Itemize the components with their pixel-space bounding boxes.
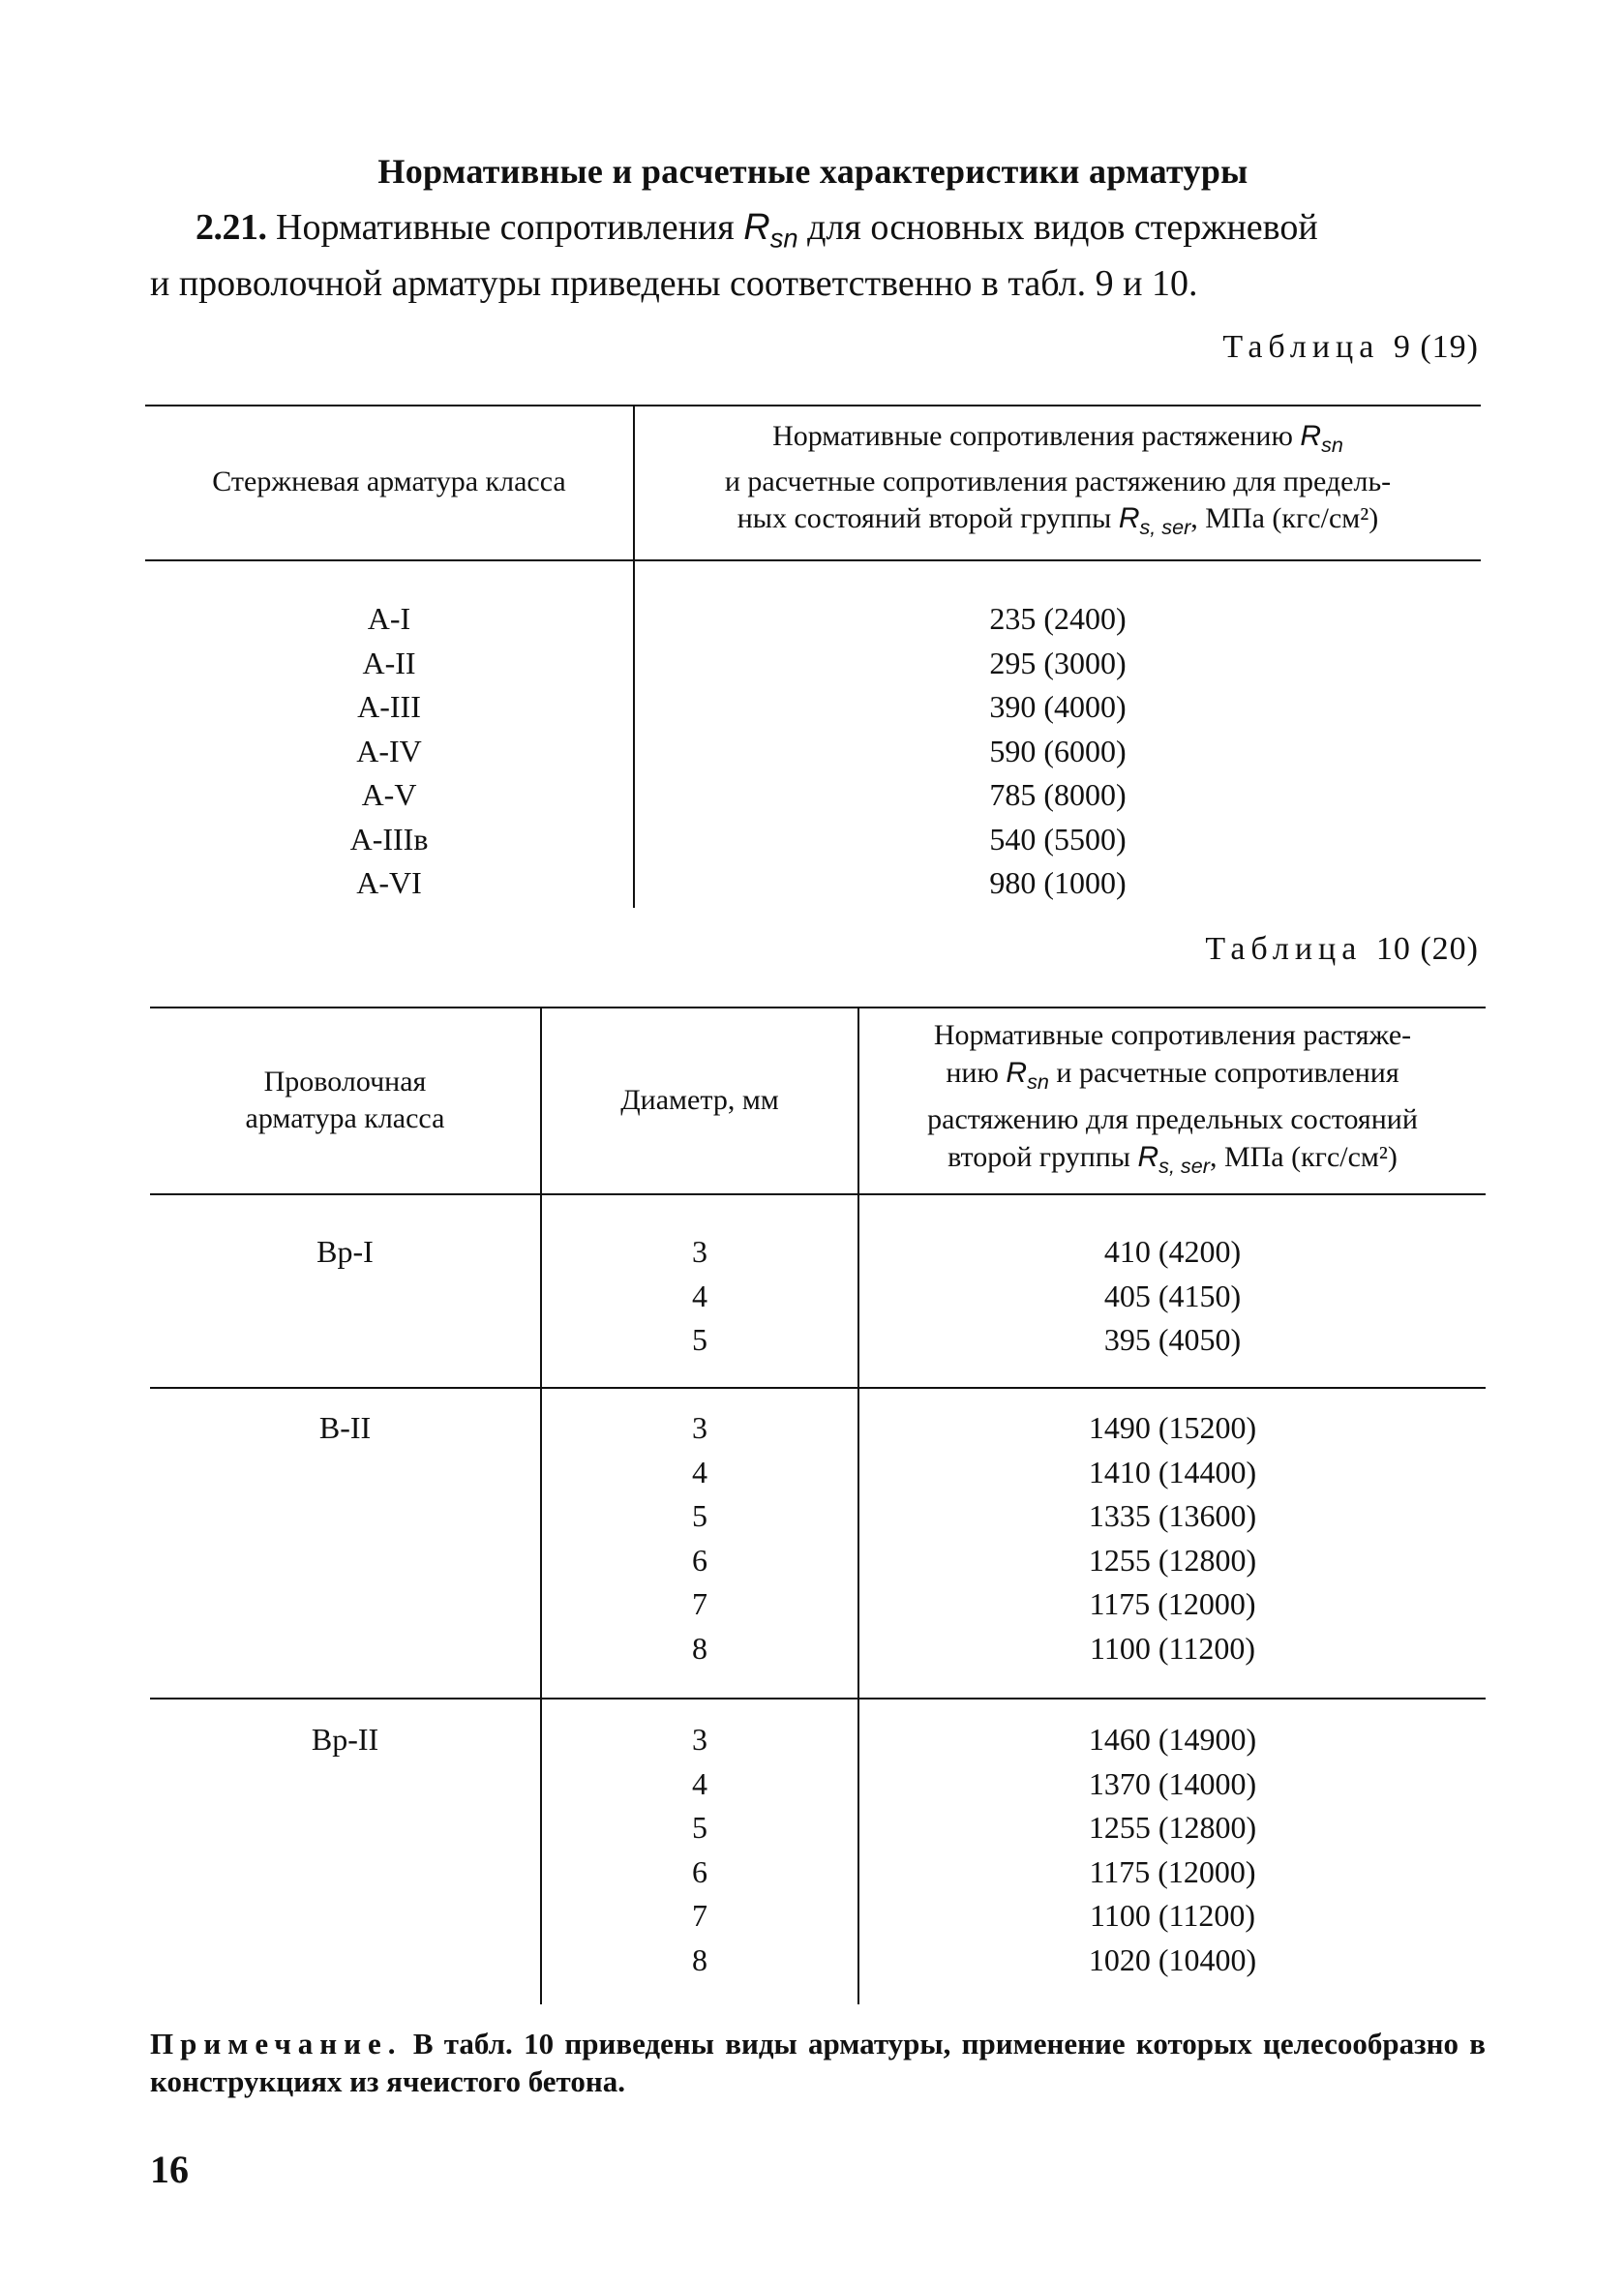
table10-group-class: Bp-II [311, 1722, 379, 1757]
table10-header-class: Проволочная арматура класса [245, 1065, 445, 1134]
table10-group-values [859, 1718, 1486, 1982]
table-row: 1370 (14000) [1088, 1765, 1257, 1801]
paragraph-number: 2.21. [195, 207, 267, 248]
table-row: 8 [692, 1941, 707, 1977]
note-label: Примечание. [150, 2027, 403, 2060]
table-row: 5 [692, 1810, 707, 1845]
table-row: 5 [692, 1322, 707, 1357]
table10-group-values [859, 1230, 1486, 1363]
table-row: A-III [357, 689, 421, 724]
table10-group-class: Bp-I [316, 1234, 374, 1269]
table-row: 7 [692, 1898, 707, 1933]
table10-header-diameter: Диаметр, мм [620, 1083, 779, 1116]
table-row: 1175 (12000) [1089, 1853, 1256, 1889]
table10-header-resistance: Нормативные сопротивления растяже- нию $R_{sn}$ и расчетные сопротивления растяжению для предельных состояний второй группы $R_{s, ser}$, МПа (кгс/см²) [927, 1018, 1418, 1178]
table-row: 4 [692, 1454, 707, 1489]
table-row: 1255 (12800) [1088, 1542, 1257, 1578]
table-row: 8 [692, 1630, 707, 1666]
table9-caption: Таблица 9 (19) [1222, 329, 1479, 365]
table-row: 6 [692, 1542, 707, 1578]
paragraph-text-before: Нормативные сопротивления [276, 207, 744, 248]
table-row: 295 (3000) [989, 645, 1127, 680]
table-row: A-VI [356, 865, 422, 900]
table-row: 4 [692, 1278, 707, 1313]
table10-group-diameters [542, 1718, 857, 1982]
paragraph-2-21 [150, 205, 1486, 307]
table-row: 235 (2400) [989, 601, 1127, 636]
table10-group-rule-1 [150, 1387, 1486, 1389]
table10-group-rule-2 [150, 1698, 1486, 1699]
table-row: 395 (4050) [1103, 1322, 1242, 1357]
table-row: 1490 (15200) [1088, 1410, 1257, 1445]
table9-value-column [635, 597, 1481, 906]
table-row: 6 [692, 1853, 707, 1889]
table-row: 1100 (11200) [1090, 1630, 1255, 1666]
table-row: 1255 (12800) [1088, 1810, 1257, 1845]
table-row: 590 (6000) [989, 733, 1127, 768]
table-row: 1175 (12000) [1089, 1586, 1256, 1621]
table-row: 1020 (10400) [1088, 1941, 1257, 1977]
paragraph-line2: и проволочной арматуры приведены соответственно в табл. 9 и 10. [150, 262, 1198, 304]
table-row: 7 [692, 1586, 707, 1621]
table-note [150, 2025, 1486, 2100]
table-row: A-V [361, 777, 417, 812]
table-row: 1410 (14400) [1088, 1454, 1257, 1489]
table-row: 3 [692, 1722, 707, 1757]
table-row: 540 (5500) [989, 821, 1127, 857]
table-row: A-IIIв [349, 821, 429, 857]
table10-caption: Таблица 10 (20) [1205, 931, 1479, 967]
table10-group-class: B-II [318, 1410, 372, 1445]
table-row: 4 [692, 1765, 707, 1801]
table-row: 5 [692, 1498, 707, 1533]
table10-group-diameters [542, 1406, 857, 1670]
table10-group-diameters [542, 1230, 857, 1363]
table-row: 1335 (13600) [1088, 1498, 1257, 1533]
table-row: A-IV [356, 733, 422, 768]
symbol-rsn: $R_{sn}$ [743, 207, 798, 254]
table10-group-values [859, 1406, 1486, 1670]
table-row: 405 (4150) [1103, 1278, 1242, 1313]
table9-class-column [145, 597, 633, 906]
table-row: 1100 (11200) [1090, 1898, 1255, 1933]
table-row: 1460 (14900) [1088, 1722, 1257, 1757]
table-row: 980 (1000) [989, 865, 1127, 900]
table-row: 3 [692, 1234, 707, 1269]
table-row: A-I [367, 601, 411, 636]
table9-header-resistance: Нормативные сопротивления растяжению $R_{sn}$ и расчетные сопротивления растяжению для предель- ных состояний второй группы $R_{s, ser}$, МПа (кгс/см²) [724, 420, 1392, 539]
table9-header-rule [145, 559, 1481, 561]
table-row: A-II [362, 645, 416, 680]
table10-header-rule [150, 1193, 1486, 1195]
note-text: В табл. 10 приведены виды арматуры, применение которых целесообразно в конструкциях из ячеистого бетона. [150, 2027, 1486, 2098]
paragraph-text-after: для основных видов стержневой [797, 207, 1318, 248]
section-heading: Нормативные и расчетные характеристики арматуры [377, 152, 1248, 191]
page-number: 16 [150, 2148, 189, 2191]
table9-header-class: Стержневая арматура класса [212, 466, 566, 497]
table-row: 390 (4000) [989, 689, 1127, 724]
table-row: 3 [692, 1410, 707, 1445]
table-row: 410 (4200) [1103, 1234, 1242, 1269]
table-row: 785 (8000) [989, 777, 1127, 812]
